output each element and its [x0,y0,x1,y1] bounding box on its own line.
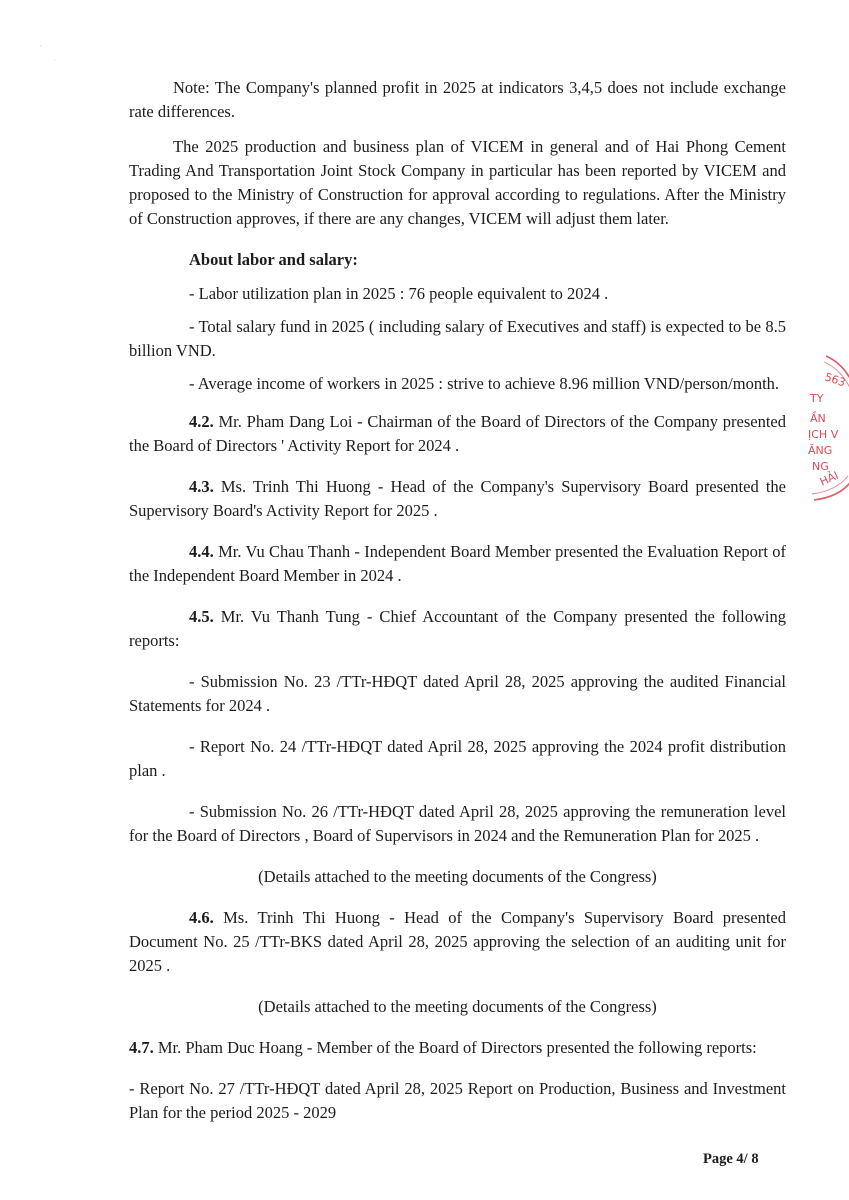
section-number: 4.2. [189,412,214,431]
section-4-2 [129,410,786,458]
section-4-4 [129,540,786,588]
svg-text:TY: TY [810,392,824,405]
svg-text:563: 563 [823,370,848,390]
labor-item-salary-fund: - Total salary fund in 2025 ( including salary of Executives and staff) is expected to be 8.5 billion VND. [129,317,786,360]
s45-item-financial-statements: - Submission No. 23 /TTr-HĐQT dated April 28, 2025 approving the audited Financial Statements for 2024 . [129,672,786,715]
section-number: 4.5. [189,607,214,626]
s45-item-remuneration: - Submission No. 26 /TTr-HĐQT dated April 28, 2025 approving the remuneration level for the Board of Directors , Board of Supervisors in 2024 and the Remuneration Plan for 2025 . [129,802,786,845]
section-text: Ms. Trinh Thi Huong - Head of the Company's Supervisory Board presented Document No. 25 /TTr-BKS dated April 28, 2025 approving the selection of an auditing unit for 2025 . [129,908,786,975]
labor-item-average-income: - Average income of workers in 2025 : strive to achieve 8.96 million VND/person/month. [189,374,780,393]
section-text: Mr. Vu Chau Thanh - Independent Board Member presented the Evaluation Report of the Independent Board Member in 2024 . [129,542,786,585]
section-text: Mr. Vu Thanh Tung - Chief Accountant of the Company presented the following reports: [129,607,786,650]
note-paragraph: Note: The Company's planned profit in 2025 at indicators 3,4,5 does not include exchange rate differences. [129,78,786,121]
plan-paragraph: The 2025 production and business plan of VICEM in general and of Hai Phong Cement Trading And Transportation Joint Stock Company in particular has been reported by VICEM and proposed to the Ministry of Construction for approval according to regulations. After the Ministry of Construction approves, if there are any changes, VICEM will adjust them later. [129,137,786,228]
section-4-3 [129,475,786,523]
svg-text:ỊCH V: ỊCH V [808,428,839,441]
svg-text:NG: NG [812,460,829,473]
s47-item-production-plan: - Report No. 27 /TTr-HĐQT dated April 28, 2025 Report on Production, Business and Investment Plan for the period 2025 - 2029 [129,1079,786,1122]
section-4-7 [129,1036,786,1060]
section-text: Ms. Trinh Thi Huong - Head of the Company's Supervisory Board presented the Supervisory Board's Activity Report for 2025 . [129,477,786,520]
details-note: (Details attached to the meeting documents of the Congress) [258,867,657,886]
svg-text:ẦN: ẦN [810,412,826,425]
scan-specks [34,40,64,70]
document-body [129,76,786,1125]
section-number: 4.3. [189,477,214,496]
details-note: (Details attached to the meeting documents of the Congress) [258,997,657,1016]
section-number: 4.7. [129,1038,154,1057]
section-number: 4.4. [189,542,214,561]
company-seal-stamp [808,352,849,512]
svg-text:HẢI: HẢI [817,468,841,489]
s45-item-profit-distribution: - Report No. 24 /TTr-HĐQT dated April 28, 2025 approving the 2024 profit distribution plan . [129,737,786,780]
page-number: Page 4/ 8 [703,1151,759,1167]
svg-text:ĂNG: ĂNG [808,444,833,457]
section-text: Mr. Pham Duc Hoang - Member of the Board of Directors presented the following reports: [153,1038,757,1057]
section-4-5 [129,605,786,653]
labor-salary-heading: About labor and salary: [189,250,358,269]
labor-item-plan: - Labor utilization plan in 2025 : 76 people equivalent to 2024 . [189,284,609,303]
section-number: 4.6. [189,908,214,927]
section-4-6 [129,906,786,978]
section-text: Mr. Pham Dang Loi - Chairman of the Board of Directors of the Company presented the Board of Directors ' Activity Report for 2024 . [129,412,786,455]
